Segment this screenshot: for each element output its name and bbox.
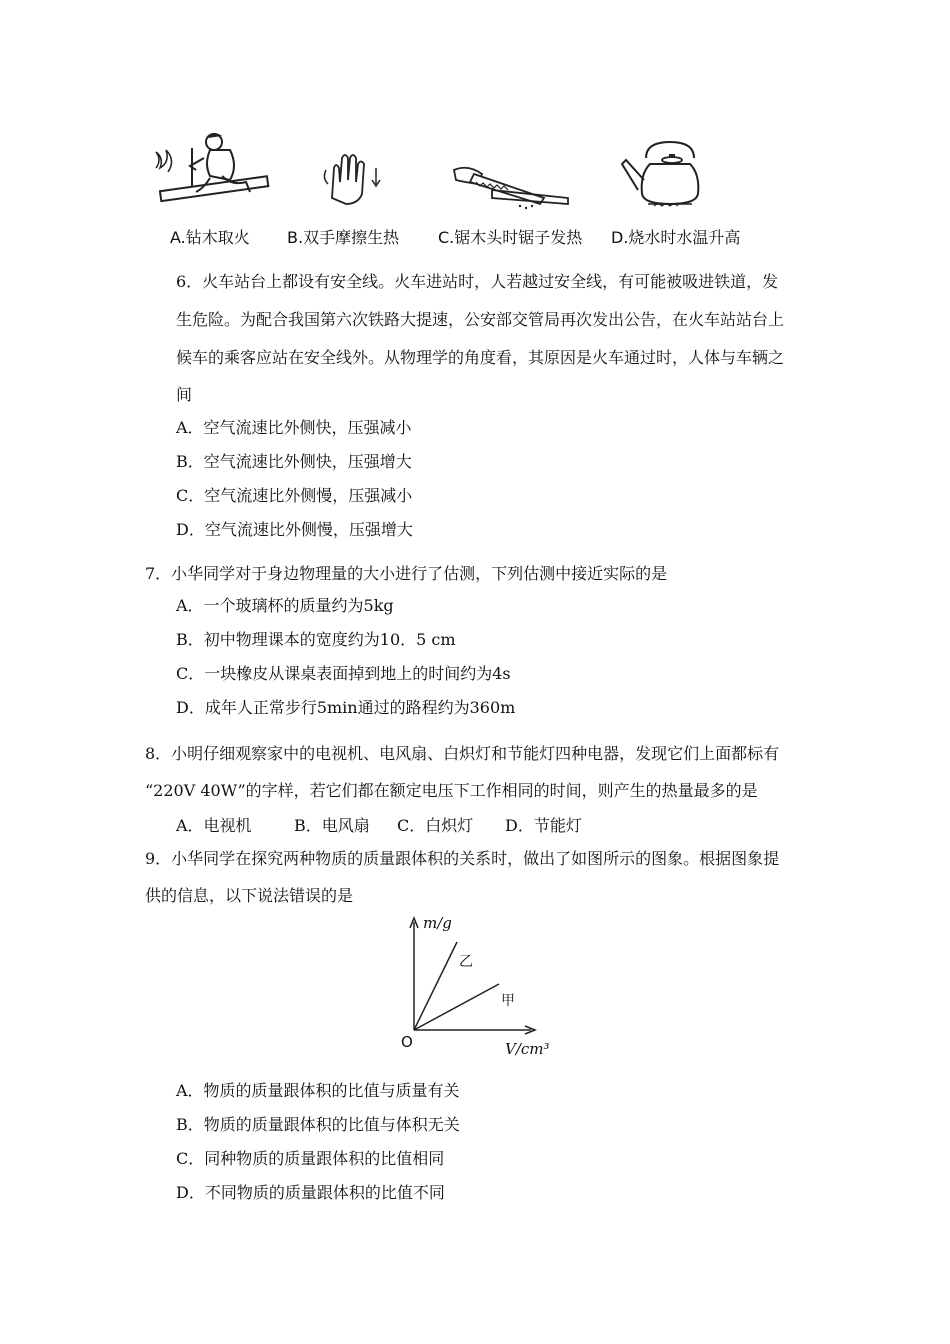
x-axis-label [505, 1040, 550, 1058]
origin-label: O [401, 1033, 413, 1051]
q8-stem-line-2: “220V 40W”的字样，若它们都在额定电压下工作相同的时间，则产生的热量最多的是 [145, 781, 758, 800]
q6-stem-line-2: 生危险。为配合我国第六次铁路大提速，公安部交管局再次发出公告，在火车站站台上 [176, 310, 785, 329]
figure-caption-d: D.烧水时水温升高 [611, 228, 741, 247]
sawing-wood-illustration [452, 160, 572, 210]
q9-option-c: C．同种物质的质量跟体积的比值相同 [176, 1149, 445, 1168]
figure-caption-c: C.锯木头时锯子发热 [438, 228, 583, 247]
q9-option-d: D．不同物质的质量跟体积的比值不同 [176, 1183, 445, 1202]
y-axis-label [423, 914, 452, 932]
q6-option-a: A．空气流速比外侧快，压强减小 [176, 418, 412, 437]
q8-option-a: A．电视机 [176, 816, 252, 835]
q6-stem-line-1: 6．火车站台上都设有安全线。火车进站时，人若越过安全线，有可能被吸进铁道，发 [176, 272, 779, 291]
line-jia [414, 984, 499, 1030]
q6-option-d: D．空气流速比外侧慢，压强增大 [176, 520, 413, 539]
line-yi [414, 942, 457, 1030]
q7-option-d: D．成年人正常步行5min通过的路程约为360m [176, 698, 516, 717]
q6-option-b: B．空气流速比外侧快，压强增大 [176, 452, 412, 471]
figure-caption-a: A.钻木取火 [170, 228, 250, 247]
q8-stem-line-1: 8．小明仔细观察家中的电视机、电风扇、白炽灯和节能灯四种电器，发现它们上面都标有 [145, 744, 780, 763]
q7-stem: 7．小华同学对于身边物理量的大小进行了估测，下列估测中接近实际的是 [145, 564, 668, 583]
q9-option-b: B．物质的质量跟体积的比值与体积无关 [176, 1115, 460, 1134]
q7-option-c: C．一块橡皮从课桌表面掉到地上的时间约为4s [176, 664, 511, 683]
rubbing-hands-illustration [322, 150, 382, 205]
q7-option-a: A．一个玻璃杯的质量约为5kg [176, 596, 394, 615]
q8-option-c: C．白炽灯 [397, 816, 474, 835]
q6-option-c: C．空气流速比外侧慢，压强减小 [176, 486, 413, 505]
kettle-illustration [620, 140, 720, 210]
q9-option-a: A．物质的质量跟体积的比值与质量有关 [176, 1081, 460, 1100]
y-axis-label-text: m/g [423, 914, 452, 932]
line-yi-label: 乙 [459, 954, 473, 970]
q9-stem-line-1: 9．小华同学在探究两种物质的质量跟体积的关系时，做出了如图所示的图象。根据图象提 [145, 849, 780, 868]
line-jia-label: 甲 [501, 993, 515, 1009]
q6-stem-line-3: 候车的乘客应站在安全线外。从物理学的角度看，其原因是火车通过时，人体与车辆之 [176, 348, 785, 367]
x-axis-label-text: V/cm³ [505, 1040, 550, 1058]
q9-stem-line-2: 供的信息，以下说法错误的是 [145, 886, 354, 905]
drilling-wood-fire-illustration [152, 128, 272, 208]
q6-stem-line-4: 间 [176, 385, 193, 404]
q7-option-b: B．初中物理课本的宽度约为10．5 cm [176, 630, 456, 649]
q8-option-b: B．电风扇 [294, 816, 370, 835]
figure-caption-b: B.双手摩擦生热 [287, 228, 400, 247]
q8-option-d: D．节能灯 [505, 816, 582, 835]
